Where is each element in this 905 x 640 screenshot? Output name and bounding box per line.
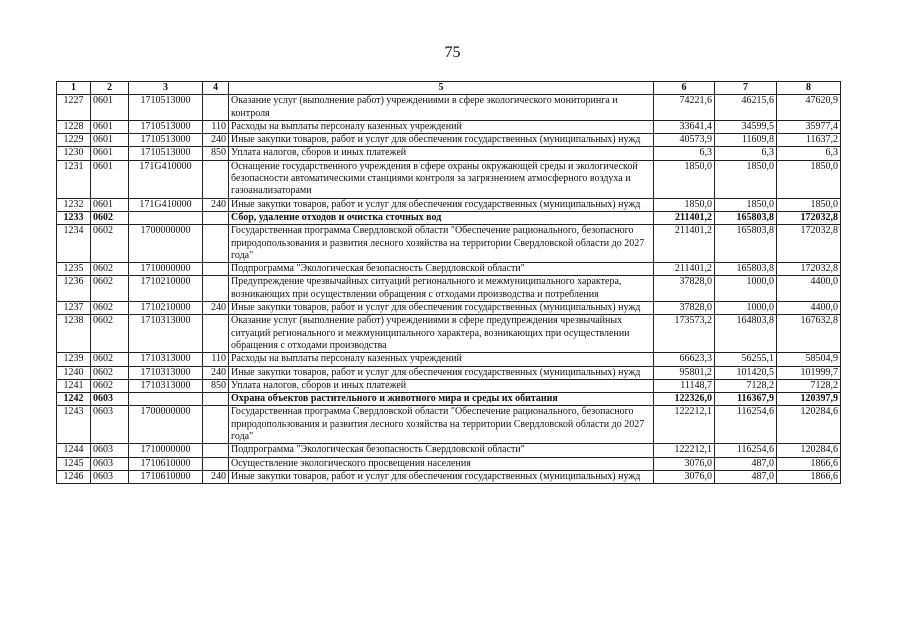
section-code-cell: 0602 xyxy=(91,366,129,379)
item-name-cell: Иные закупки товаров, работ и услуг для обеспечения государственных (муниципальных) нужд xyxy=(229,198,654,211)
table-body xyxy=(57,95,841,484)
section-code-cell: 0601 xyxy=(91,120,129,133)
row-number-cell: 1234 xyxy=(57,225,91,263)
amount-col8-cell: 6,3 xyxy=(777,147,841,160)
amount-col6-cell: 122212,1 xyxy=(654,444,715,457)
expense-type-cell xyxy=(203,315,229,353)
amount-col7-cell: 165803,8 xyxy=(715,211,777,224)
section-code-cell: 0601 xyxy=(91,160,129,198)
amount-col6-cell: 1850,0 xyxy=(654,198,715,211)
table-row xyxy=(57,393,841,406)
expense-type-cell: 240 xyxy=(203,366,229,379)
amount-col7-cell: 1000,0 xyxy=(715,276,777,302)
amount-col6-cell: 211401,2 xyxy=(654,211,715,224)
expense-type-cell xyxy=(203,225,229,263)
item-name-cell: Оказание услуг (выполнение работ) учреждениями в сфере экологического мониторинга и контроля xyxy=(229,95,654,121)
row-number-cell: 1238 xyxy=(57,315,91,353)
amount-col7-cell: 165803,8 xyxy=(715,263,777,276)
amount-col7-cell: 164803,8 xyxy=(715,315,777,353)
item-name-cell: Государственная программа Свердловской области "Обеспечение рационального, безопасного природопользования и развития лесного хозяйства на территории Свердловской области до 2027 года" xyxy=(229,406,654,444)
table-row xyxy=(57,353,841,366)
row-number-cell: 1229 xyxy=(57,134,91,147)
target-article-cell: 1710210000 xyxy=(129,302,203,315)
row-number-cell: 1244 xyxy=(57,444,91,457)
item-name-cell: Оснащение государственного учреждения в сфере охраны окружающей среды и экологической безопасности автоматическими станциями контроля за загрязнением атмосферного воздуха и газоанализаторами xyxy=(229,160,654,198)
amount-col7-cell: 487,0 xyxy=(715,457,777,470)
amount-col8-cell: 11637,2 xyxy=(777,134,841,147)
column-header-4: 4 xyxy=(203,82,229,95)
amount-col8-cell: 1866,6 xyxy=(777,470,841,483)
amount-col6-cell: 40573,9 xyxy=(654,134,715,147)
expense-type-cell: 240 xyxy=(203,470,229,483)
amount-col8-cell: 120284,6 xyxy=(777,444,841,457)
target-article-cell: 1710610000 xyxy=(129,457,203,470)
target-article-cell: 1710313000 xyxy=(129,379,203,392)
amount-col8-cell: 120397,9 xyxy=(777,393,841,406)
amount-col8-cell: 172032,8 xyxy=(777,225,841,263)
target-article-cell: 1710513000 xyxy=(129,95,203,121)
amount-col6-cell: 37828,0 xyxy=(654,302,715,315)
amount-col8-cell: 47620,9 xyxy=(777,95,841,121)
expense-type-cell: 240 xyxy=(203,134,229,147)
row-number-cell: 1227 xyxy=(57,95,91,121)
amount-col7-cell: 46215,6 xyxy=(715,95,777,121)
table-row xyxy=(57,134,841,147)
expense-type-cell: 110 xyxy=(203,353,229,366)
table-row xyxy=(57,211,841,224)
expense-type-cell xyxy=(203,211,229,224)
amount-col6-cell: 3076,0 xyxy=(654,457,715,470)
amount-col7-cell: 7128,2 xyxy=(715,379,777,392)
amount-col6-cell: 74221,6 xyxy=(654,95,715,121)
expense-type-cell: 240 xyxy=(203,302,229,315)
section-code-cell: 0602 xyxy=(91,263,129,276)
target-article-cell xyxy=(129,393,203,406)
row-number-cell: 1235 xyxy=(57,263,91,276)
row-number-cell: 1228 xyxy=(57,120,91,133)
amount-col7-cell: 34599,5 xyxy=(715,120,777,133)
table-row xyxy=(57,406,841,444)
target-article-cell: 171G410000 xyxy=(129,198,203,211)
target-article-cell: 1710313000 xyxy=(129,353,203,366)
table-row xyxy=(57,315,841,353)
target-article-cell: 1710210000 xyxy=(129,276,203,302)
amount-col6-cell: 122212,1 xyxy=(654,406,715,444)
item-name-cell: Оказание услуг (выполнение работ) учреждениями в сфере предупреждения чрезвычайных ситуаций регионального и межмуниципального характера, возникающих при осуществлении обращения с отходами производства xyxy=(229,315,654,353)
item-name-cell: Подпрограмма "Экологическая безопасность Свердловской области" xyxy=(229,263,654,276)
section-code-cell: 0601 xyxy=(91,198,129,211)
table-row xyxy=(57,276,841,302)
amount-col7-cell: 1850,0 xyxy=(715,198,777,211)
item-name-cell: Расходы на выплаты персоналу казенных учреждений xyxy=(229,120,654,133)
target-article-cell: 1710513000 xyxy=(129,147,203,160)
section-code-cell: 0603 xyxy=(91,444,129,457)
table-row xyxy=(57,444,841,457)
target-article-cell: 1710313000 xyxy=(129,366,203,379)
item-name-cell: Предупреждение чрезвычайных ситуаций регионального и межмуниципального характера, возникающих при осуществлении обращения с отходами производства и потребления xyxy=(229,276,654,302)
item-name-cell: Иные закупки товаров, работ и услуг для обеспечения государственных (муниципальных) нужд xyxy=(229,302,654,315)
section-code-cell: 0602 xyxy=(91,225,129,263)
amount-col8-cell: 172032,8 xyxy=(777,211,841,224)
amount-col8-cell: 1850,0 xyxy=(777,160,841,198)
expense-type-cell: 850 xyxy=(203,147,229,160)
column-header-1: 1 xyxy=(57,82,91,95)
section-code-cell: 0603 xyxy=(91,457,129,470)
amount-col6-cell: 95801,2 xyxy=(654,366,715,379)
target-article-cell: 1710513000 xyxy=(129,120,203,133)
row-number-cell: 1232 xyxy=(57,198,91,211)
table-row xyxy=(57,470,841,483)
amount-col7-cell: 1000,0 xyxy=(715,302,777,315)
amount-col6-cell: 33641,4 xyxy=(654,120,715,133)
column-header-6: 6 xyxy=(654,82,715,95)
section-code-cell: 0602 xyxy=(91,315,129,353)
expense-type-cell: 110 xyxy=(203,120,229,133)
amount-col7-cell: 1850,0 xyxy=(715,160,777,198)
column-header-7: 7 xyxy=(715,82,777,95)
item-name-cell: Уплата налогов, сборов и иных платежей xyxy=(229,147,654,160)
amount-col8-cell: 120284,6 xyxy=(777,406,841,444)
row-number-cell: 1240 xyxy=(57,366,91,379)
row-number-cell: 1237 xyxy=(57,302,91,315)
section-code-cell: 0601 xyxy=(91,134,129,147)
amount-col6-cell: 11148,7 xyxy=(654,379,715,392)
table-row xyxy=(57,225,841,263)
amount-col7-cell: 116254,6 xyxy=(715,444,777,457)
section-code-cell: 0601 xyxy=(91,95,129,121)
column-header-5: 5 xyxy=(229,82,654,95)
item-name-cell: Сбор, удаление отходов и очистка сточных вод xyxy=(229,211,654,224)
amount-col6-cell: 66623,3 xyxy=(654,353,715,366)
section-code-cell: 0602 xyxy=(91,276,129,302)
amount-col8-cell: 1850,0 xyxy=(777,198,841,211)
column-header-2: 2 xyxy=(91,82,129,95)
item-name-cell: Осуществление экологического просвещения населения xyxy=(229,457,654,470)
amount-col7-cell: 116254,6 xyxy=(715,406,777,444)
target-article-cell: 1710513000 xyxy=(129,134,203,147)
item-name-cell: Подпрограмма "Экологическая безопасность Свердловской области" xyxy=(229,444,654,457)
expense-type-cell xyxy=(203,276,229,302)
amount-col7-cell: 116367,9 xyxy=(715,393,777,406)
page-number: 75 xyxy=(444,44,461,61)
amount-col7-cell: 11609,8 xyxy=(715,134,777,147)
amount-col7-cell: 165803,8 xyxy=(715,225,777,263)
table-row xyxy=(57,302,841,315)
expense-type-cell xyxy=(203,406,229,444)
expense-type-cell xyxy=(203,95,229,121)
expense-type-cell xyxy=(203,263,229,276)
amount-col8-cell: 4400,0 xyxy=(777,276,841,302)
row-number-cell: 1233 xyxy=(57,211,91,224)
expense-type-cell xyxy=(203,393,229,406)
amount-col6-cell: 3076,0 xyxy=(654,470,715,483)
table-row xyxy=(57,120,841,133)
row-number-cell: 1236 xyxy=(57,276,91,302)
amount-col6-cell: 173573,2 xyxy=(654,315,715,353)
section-code-cell: 0603 xyxy=(91,406,129,444)
row-number-cell: 1230 xyxy=(57,147,91,160)
amount-col6-cell: 122326,0 xyxy=(654,393,715,406)
row-number-cell: 1231 xyxy=(57,160,91,198)
amount-col7-cell: 6,3 xyxy=(715,147,777,160)
target-article-cell: 1700000000 xyxy=(129,406,203,444)
amount-col8-cell: 167632,8 xyxy=(777,315,841,353)
item-name-cell: Охрана объектов растительного и животного мира и среды их обитания xyxy=(229,393,654,406)
section-code-cell: 0602 xyxy=(91,211,129,224)
row-number-cell: 1239 xyxy=(57,353,91,366)
item-name-cell: Расходы на выплаты персоналу казенных учреждений xyxy=(229,353,654,366)
target-article-cell: 1710000000 xyxy=(129,263,203,276)
column-header-3: 3 xyxy=(129,82,203,95)
target-article-cell: 1700000000 xyxy=(129,225,203,263)
section-code-cell: 0602 xyxy=(91,302,129,315)
amount-col7-cell: 487,0 xyxy=(715,470,777,483)
section-code-cell: 0602 xyxy=(91,353,129,366)
amount-col8-cell: 7128,2 xyxy=(777,379,841,392)
table-row xyxy=(57,147,841,160)
target-article-cell: 171G410000 xyxy=(129,160,203,198)
amount-col6-cell: 1850,0 xyxy=(654,160,715,198)
target-article-cell xyxy=(129,211,203,224)
table-row xyxy=(57,379,841,392)
amount-col8-cell: 4400,0 xyxy=(777,302,841,315)
row-number-cell: 1241 xyxy=(57,379,91,392)
target-article-cell: 1710000000 xyxy=(129,444,203,457)
amount-col8-cell: 35977,4 xyxy=(777,120,841,133)
amount-col6-cell: 6,3 xyxy=(654,147,715,160)
section-code-cell: 0603 xyxy=(91,470,129,483)
amount-col8-cell: 172032,8 xyxy=(777,263,841,276)
expense-type-cell xyxy=(203,444,229,457)
table-row xyxy=(57,366,841,379)
item-name-cell: Иные закупки товаров, работ и услуг для обеспечения государственных (муниципальных) нужд xyxy=(229,134,654,147)
row-number-cell: 1242 xyxy=(57,393,91,406)
row-number-cell: 1246 xyxy=(57,470,91,483)
table-row xyxy=(57,160,841,198)
amount-col8-cell: 1866,6 xyxy=(777,457,841,470)
section-code-cell: 0603 xyxy=(91,393,129,406)
amount-col6-cell: 37828,0 xyxy=(654,276,715,302)
table-row xyxy=(57,95,841,121)
target-article-cell: 1710313000 xyxy=(129,315,203,353)
item-name-cell: Иные закупки товаров, работ и услуг для обеспечения государственных (муниципальных) нужд xyxy=(229,366,654,379)
amount-col8-cell: 101999,7 xyxy=(777,366,841,379)
budget-table xyxy=(56,81,841,484)
expense-type-cell xyxy=(203,160,229,198)
amount-col7-cell: 101420,5 xyxy=(715,366,777,379)
column-header-8: 8 xyxy=(777,82,841,95)
table-row xyxy=(57,198,841,211)
amount-col8-cell: 58504,9 xyxy=(777,353,841,366)
expense-type-cell: 850 xyxy=(203,379,229,392)
row-number-cell: 1245 xyxy=(57,457,91,470)
item-name-cell: Уплата налогов, сборов и иных платежей xyxy=(229,379,654,392)
item-name-cell: Государственная программа Свердловской области "Обеспечение рационального, безопасного природопользования и развития лесного хозяйства на территории Свердловской области до 2027 года" xyxy=(229,225,654,263)
table-header-row xyxy=(57,82,841,95)
expense-type-cell: 240 xyxy=(203,198,229,211)
amount-col6-cell: 211401,2 xyxy=(654,263,715,276)
table-row xyxy=(57,457,841,470)
section-code-cell: 0602 xyxy=(91,379,129,392)
row-number-cell: 1243 xyxy=(57,406,91,444)
table-row xyxy=(57,263,841,276)
amount-col6-cell: 211401,2 xyxy=(654,225,715,263)
amount-col7-cell: 56255,1 xyxy=(715,353,777,366)
item-name-cell: Иные закупки товаров, работ и услуг для обеспечения государственных (муниципальных) нужд xyxy=(229,470,654,483)
section-code-cell: 0601 xyxy=(91,147,129,160)
target-article-cell: 1710610000 xyxy=(129,470,203,483)
expense-type-cell xyxy=(203,457,229,470)
